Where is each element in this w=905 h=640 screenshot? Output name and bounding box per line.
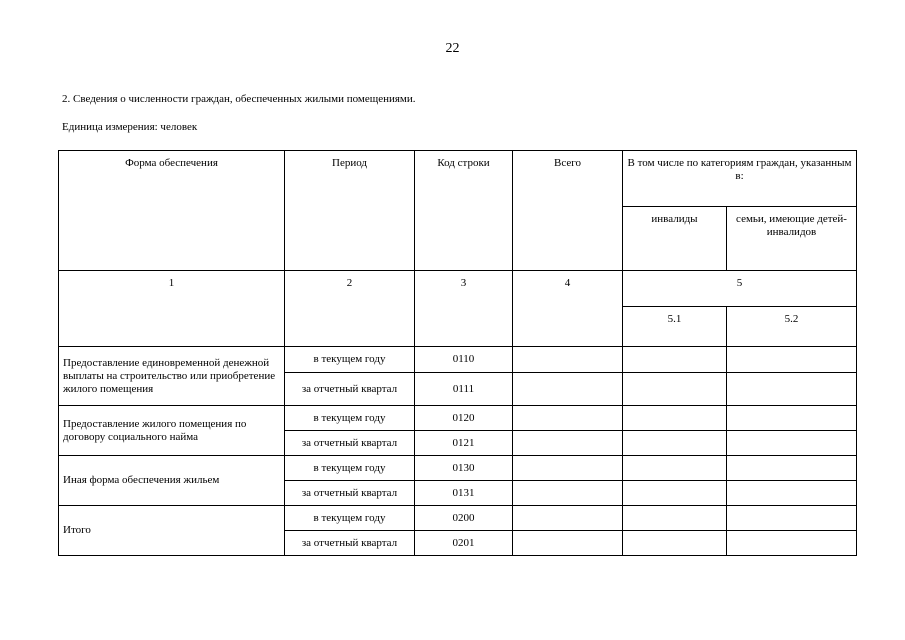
code-cell: 0201 [415,531,513,556]
code-cell: 0111 [415,373,513,406]
header-code: Код строки [415,151,513,271]
families-cell [727,531,857,556]
disabled-cell [623,431,727,456]
total-cell [513,373,623,406]
code-cell: 0200 [415,506,513,531]
period-cell: за отчетный квартал [285,531,415,556]
total-cell [513,456,623,481]
total-cell [513,506,623,531]
families-cell [727,431,857,456]
colnum-5: 5 [623,271,857,307]
row-label-other-form: Иная форма обеспечения жильем [59,456,285,506]
row-label-lump-sum-payment: Предоставление единовременной денежной выплаты на строительство или приобретение жилого помещения [59,347,285,406]
header-form: Форма обеспечения [59,151,285,271]
colnum-1: 1 [59,271,285,347]
families-cell [727,506,857,531]
period-cell: за отчетный квартал [285,373,415,406]
families-cell [727,373,857,406]
code-cell: 0110 [415,347,513,373]
colnum-4: 4 [513,271,623,347]
header-disabled: инвалиды [623,207,727,271]
colnum-5-2: 5.2 [727,307,857,347]
disabled-cell [623,481,727,506]
code-cell: 0121 [415,431,513,456]
period-cell: за отчетный квартал [285,431,415,456]
row-label-social-lease: Предоставление жилого помещения по договору социального найма [59,406,285,456]
period-cell: в текущем году [285,456,415,481]
header-period: Период [285,151,415,271]
code-cell: 0131 [415,481,513,506]
families-cell [727,481,857,506]
total-cell [513,531,623,556]
families-cell [727,406,857,431]
row-label-total: Итого [59,506,285,556]
disabled-cell [623,347,727,373]
period-cell: в текущем году [285,347,415,373]
disabled-cell [623,531,727,556]
period-cell: в текущем году [285,506,415,531]
families-cell [727,456,857,481]
disabled-cell [623,506,727,531]
total-cell [513,347,623,373]
code-cell: 0120 [415,406,513,431]
total-cell [513,481,623,506]
page-number: 22 [445,41,460,56]
unit-of-measure: Единица измерения: человек [62,121,198,133]
colnum-2: 2 [285,271,415,347]
disabled-cell [623,373,727,406]
period-cell: в текущем году [285,406,415,431]
population-housing-table [58,150,857,556]
total-cell [513,406,623,431]
disabled-cell [623,456,727,481]
period-cell: за отчетный квартал [285,481,415,506]
code-cell: 0130 [415,456,513,481]
section-heading: 2. Сведения о численности граждан, обеспеченных жилыми помещениями. [62,93,416,105]
header-categories: В том числе по категориям граждан, указанным в: [623,151,857,207]
header-families: семьи, имеющие детей-инвалидов [727,207,857,271]
families-cell [727,347,857,373]
colnum-5-1: 5.1 [623,307,727,347]
total-cell [513,431,623,456]
disabled-cell [623,406,727,431]
colnum-3: 3 [415,271,513,347]
header-total: Всего [513,151,623,271]
